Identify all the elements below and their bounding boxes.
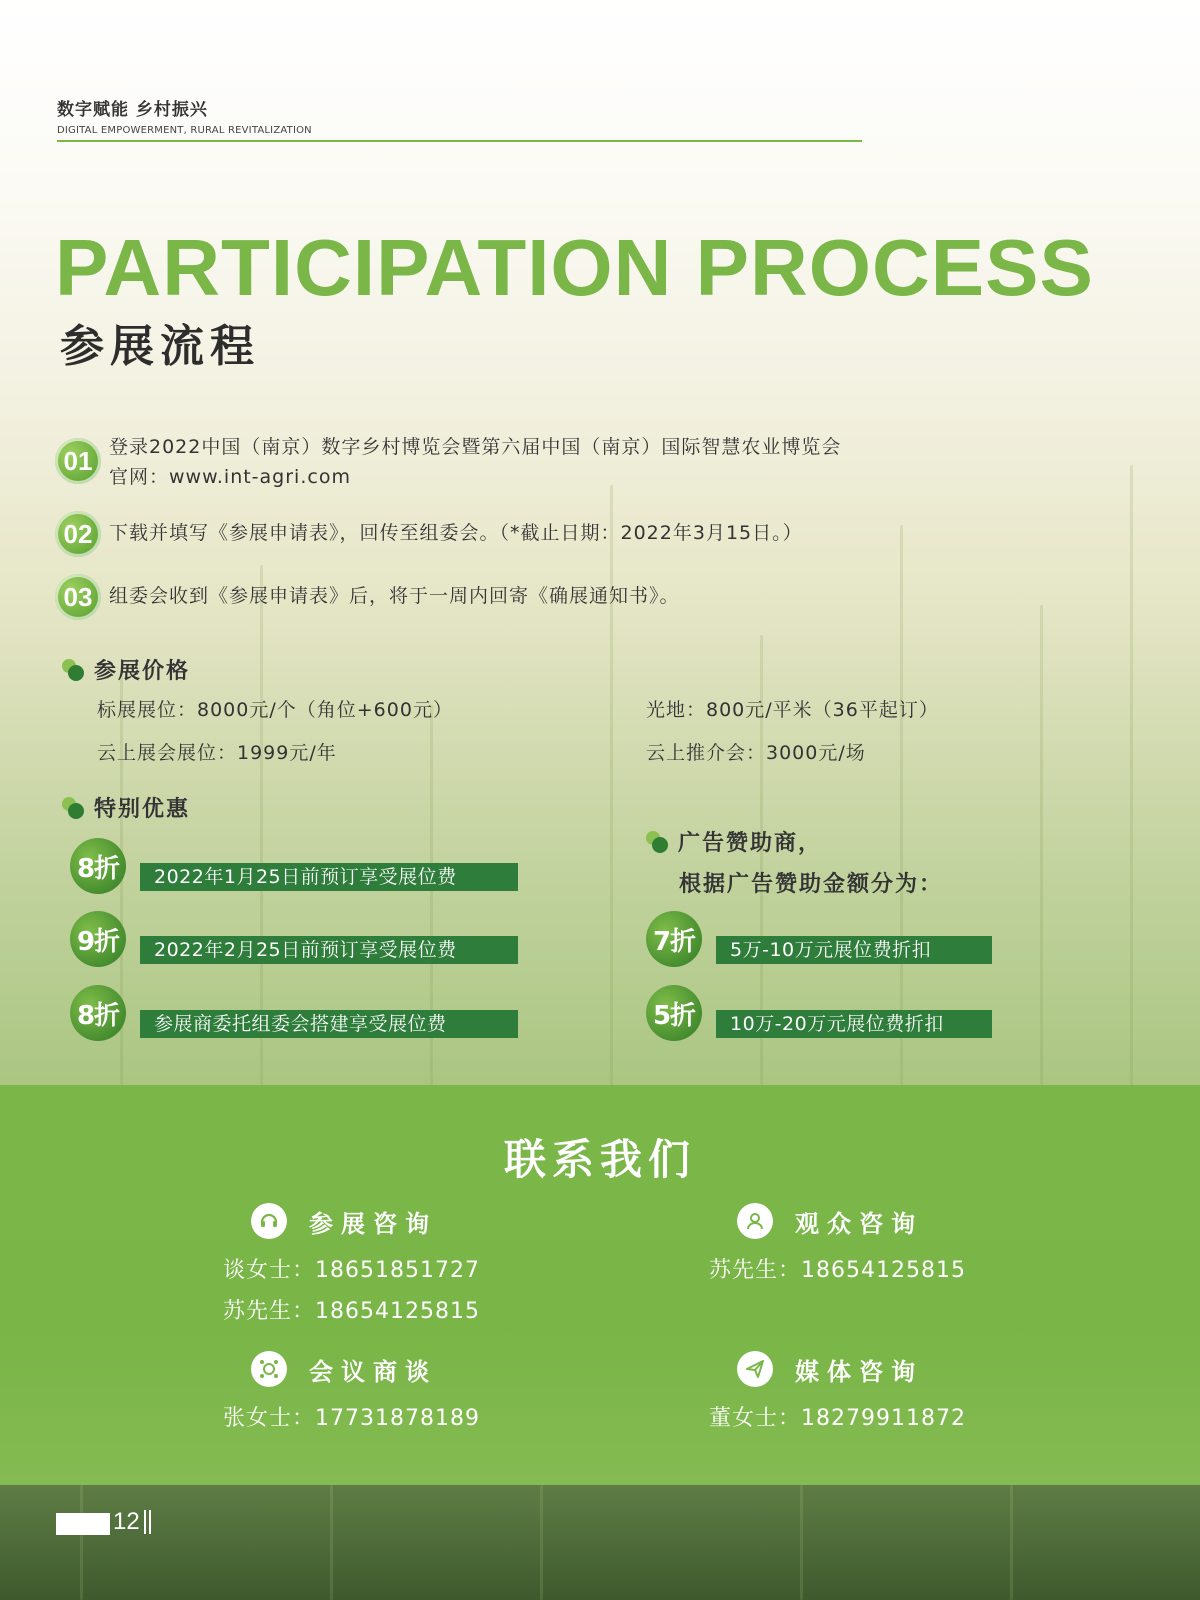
headset-icon xyxy=(251,1203,287,1239)
discount-badge: 9折 xyxy=(70,911,126,967)
price-item: 云上推介会：3000元/场 xyxy=(646,742,866,764)
page-number: 12 xyxy=(113,1508,140,1535)
discount-badge: 5折 xyxy=(646,985,702,1041)
bullet-dot-icon xyxy=(62,797,84,819)
page-number-block xyxy=(56,1513,110,1535)
price-item: 云上展会展位：1999元/年 xyxy=(97,742,337,764)
step-number: 02 xyxy=(55,511,101,557)
step-text: 登录2022中国（南京）数字乡村博览会暨第六届中国（南京）国际智慧农业博览会 官网：www.int-agri.com xyxy=(109,432,841,492)
step-number: 01 xyxy=(55,438,101,484)
contact-title: 联系我们 xyxy=(503,1135,696,1184)
page-footer xyxy=(0,1485,1200,1600)
contact-group-visitor: 观众咨询 xyxy=(737,1203,923,1239)
discount-badge: 8折 xyxy=(70,985,126,1041)
price-item: 标展展位：8000元/个（角位+600元） xyxy=(97,699,453,721)
header-slogan: 数字赋能 乡村振兴 xyxy=(57,100,208,120)
discount-item xyxy=(70,911,518,967)
bullet-dot-icon xyxy=(62,659,84,681)
discount-text: 5万-10万元展位费折扣 xyxy=(716,936,992,964)
sponsor-discount-item xyxy=(646,911,992,967)
step-number: 03 xyxy=(55,574,101,620)
discount-item xyxy=(70,838,518,894)
header-slogan-en: DIGITAL EMPOWERMENT, RURAL REVITALIZATION xyxy=(57,125,312,136)
discount-item xyxy=(70,985,518,1041)
contact-line: 苏先生：18654125815 xyxy=(223,1299,480,1324)
page-title-en: PARTICIPATION PROCESS xyxy=(55,223,1094,312)
page-title-cn: 参展流程 xyxy=(60,321,260,372)
contact-group-meeting: 会议商谈 xyxy=(251,1351,437,1387)
user-icon xyxy=(737,1203,773,1239)
discount-text: 2022年1月25日前预订享受展位费 xyxy=(140,863,518,891)
discount-text: 2022年2月25日前预订享受展位费 xyxy=(140,936,518,964)
sponsor-subheading: 根据广告赞助金额分为： xyxy=(679,872,944,897)
contact-line: 张女士：17731878189 xyxy=(223,1406,480,1431)
sponsor-discount-item xyxy=(646,985,992,1041)
contact-line: 苏先生：18654125815 xyxy=(709,1258,966,1283)
contact-line: 董女士：18279911872 xyxy=(709,1406,966,1431)
special-offer-heading: 特别优惠 xyxy=(62,792,190,823)
paper-plane-icon xyxy=(737,1351,773,1387)
price-item: 光地：800元/平米（36平起订） xyxy=(646,699,939,721)
step-3 xyxy=(55,574,680,620)
sponsor-heading: 广告赞助商， xyxy=(646,826,822,857)
contact-section xyxy=(0,1085,1200,1485)
step-text: 组委会收到《参展申请表》后，将于一周内回寄《确展通知书》。 xyxy=(109,585,680,607)
contact-line: 谈女士：18651851727 xyxy=(223,1258,480,1283)
step-1 xyxy=(55,438,841,492)
pricing-heading: 参展价格 xyxy=(62,654,190,685)
contact-group-exhibit: 参展咨询 xyxy=(251,1203,437,1239)
header-divider xyxy=(57,140,862,142)
contact-group-media: 媒体咨询 xyxy=(737,1351,923,1387)
page-number-bars xyxy=(144,1510,151,1534)
discount-text: 10万-20万元展位费折扣 xyxy=(716,1010,992,1038)
bullet-dot-icon xyxy=(646,831,668,853)
discount-badge: 8折 xyxy=(70,838,126,894)
step-text: 下载并填写《参展申请表》，回传至组委会。（*截止日期：2022年3月15日。） xyxy=(109,522,803,544)
meeting-icon xyxy=(251,1351,287,1387)
discount-text: 参展商委托组委会搭建享受展位费 xyxy=(140,1010,518,1038)
discount-badge: 7折 xyxy=(646,911,702,967)
step-2 xyxy=(55,511,803,557)
page-header xyxy=(57,95,862,142)
website-link[interactable]: 官网：www.int-agri.com xyxy=(109,466,351,488)
